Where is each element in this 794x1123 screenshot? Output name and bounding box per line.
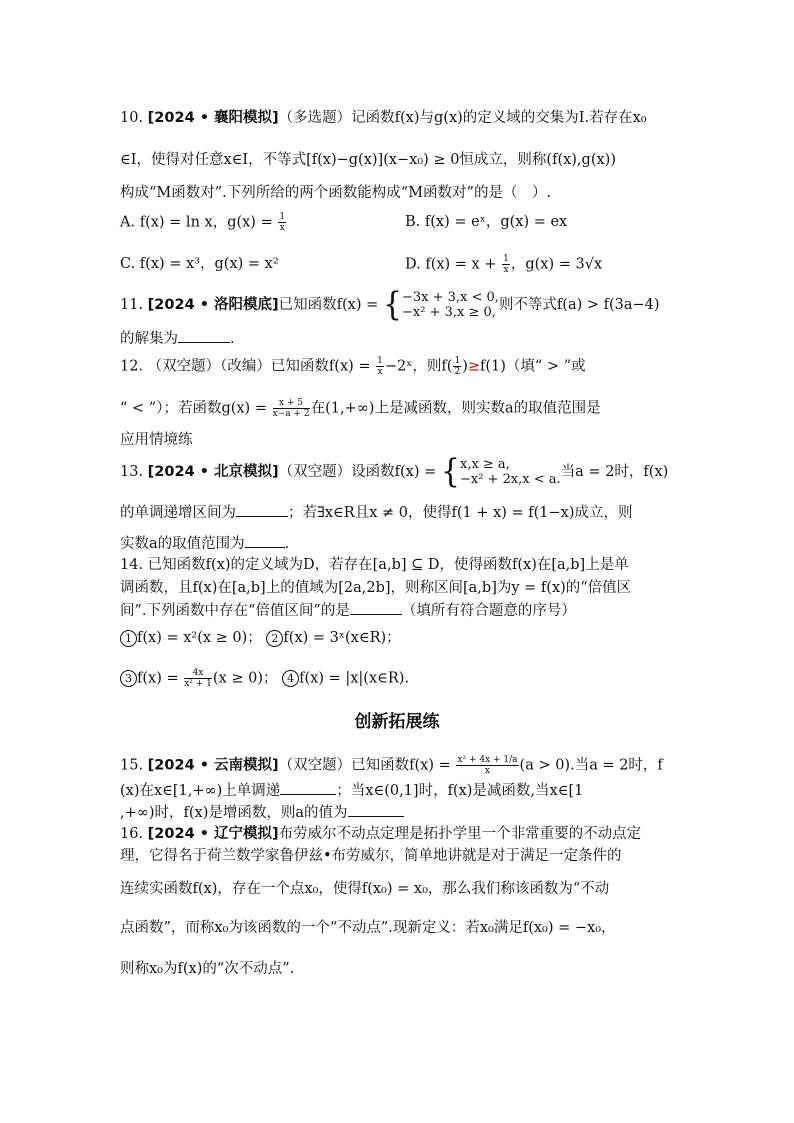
q11-line-2 — [120, 328, 734, 349]
q10-tag: （多选题） — [278, 110, 352, 126]
option-c-label: C. — [120, 256, 136, 272]
q13-case-2: −x² + 2x,x < a. — [459, 472, 561, 487]
q15-number: 15. — [120, 757, 144, 774]
q16-text-3: 连续实函数f(x)，存在一个点x₀，使得f(x₀) = x₀，那么我们称该函数为“不动 — [120, 881, 610, 897]
frac-den: 2 — [454, 367, 461, 377]
q15-text-2a: (x)在x∈[1,+∞)上单调递 — [120, 783, 281, 799]
q12-line-1: 12. （双空题）（改编）已知函数f(x) = $\frac{1}{x}$ −2ˣ，则f( $\frac{1}{2}$ )≥f(1)（填“ > ”或 — [120, 356, 586, 377]
q13-line-2 — [120, 502, 734, 523]
q16-text-1: 布劳威尔不动点定理是拓扑学里一个非常重要的不动点定 — [278, 826, 642, 842]
q10-option-a — [120, 212, 287, 233]
q14-line-3 — [120, 600, 734, 621]
q12-tag: （双空题）（改编） — [147, 358, 271, 375]
q12-line-2 — [120, 398, 734, 419]
subsection-heading: 应用情境练 — [120, 432, 193, 448]
section-title: 创新拓展练 — [354, 712, 440, 732]
q13-cases — [460, 457, 561, 487]
option-a-text: f(x) = ln x，g(x) = — [139, 214, 273, 231]
circled-number-2: 2 — [266, 630, 283, 647]
q11-text-2: 的解集为 — [120, 331, 178, 347]
frac-num: 1 — [279, 212, 286, 222]
option-d-fraction — [502, 254, 510, 275]
q11-number: 11. — [120, 297, 144, 313]
q14-option-3-post: (x ≥ 0)； — [212, 670, 278, 687]
q14-option-2: f(x) = 3ˣ(x∈R)； — [283, 630, 401, 646]
q11-text-pre: 已知函数f(x) = — [278, 297, 379, 313]
frac-den: x — [484, 766, 490, 776]
q10-text-3: 构成“M函数对”.下列所给的两个函数能构成“M函数对”的是（ ）. — [120, 185, 552, 201]
q16-number: 16. — [120, 826, 144, 842]
frac-den: x — [279, 223, 285, 233]
q10-option-c — [120, 254, 279, 274]
q11-text-post: 则不等式f(a) > f(3a−4) — [498, 297, 660, 313]
q13-answer-blank-1[interactable] — [236, 502, 288, 517]
q14-option-1: f(x) = x²(x ≥ 0)； — [137, 630, 262, 646]
q13-text-2a: 的单调递增区间为 — [120, 505, 236, 521]
q14-text-2: 调函数，且f(x)在[a,b]上的值域为[2a,2b]，则称区间[a,b]为y = f(x)的“倍值区 — [120, 580, 632, 596]
q11-source: [2024 • 洛阳模底] — [147, 297, 279, 313]
q10-line-2 — [120, 150, 734, 170]
frac-num: 1 — [454, 356, 461, 366]
q15-answer-blank-1[interactable] — [280, 780, 336, 795]
q12-line-3 — [120, 430, 734, 450]
q12-text-post: f(1)（填“ > ”或 — [480, 358, 586, 375]
q13-line-1 — [120, 452, 734, 491]
frac-den: x — [503, 265, 509, 275]
q16-line-5 — [120, 959, 734, 979]
q12-arg-fraction — [453, 356, 461, 377]
q16-line-3 — [120, 879, 734, 899]
q15-line-1 — [120, 755, 734, 776]
q12-relation: ≥ — [467, 358, 481, 375]
q11-text-end: . — [230, 331, 235, 347]
option-d-text-b: ，g(x) = 3√x — [510, 256, 603, 273]
q10-line-1 — [120, 108, 734, 128]
q13-text-pre: 设函数f(x) = — [351, 464, 437, 480]
q11-brace: { — [382, 285, 402, 324]
circled-number-1: 1 — [120, 630, 137, 647]
q10-text-1: 记函数f(x)与g(x)的定义域的交集为I.若存在x₀ — [351, 110, 647, 126]
option-b-label: B. — [405, 214, 421, 230]
q11-answer-blank[interactable] — [178, 328, 230, 343]
q16-line-2 — [120, 846, 734, 866]
q13-text-3b: . — [284, 536, 290, 552]
q11-case-2: −x² + 3,x ≥ 0, — [401, 305, 496, 320]
q10-line-3 — [120, 183, 734, 203]
q14-text-3a: 间”.下列函数中存在“倍值区间”的是 — [120, 603, 350, 619]
frac-den: x — [377, 367, 383, 377]
q13-brace: { — [440, 452, 460, 491]
q15-fraction — [456, 755, 518, 776]
q16-line-4 — [120, 918, 734, 938]
q10-number: 10. — [120, 110, 144, 126]
q16-text-5: 则称x₀为f(x)的“次不动点”. — [120, 961, 295, 977]
q14-number: 14. — [120, 557, 144, 573]
q10-option-b — [405, 212, 567, 232]
q15-tag: （双空题） — [278, 757, 352, 774]
q12-text-mid: −2ˣ，则f — [384, 358, 447, 375]
q12-text-2a: “ < ”）；若函数g(x) = — [120, 400, 267, 417]
frac-den: x−a + 2 — [272, 409, 310, 419]
q15-answer-blank-2[interactable] — [348, 802, 404, 817]
q15-source: [2024 • 云南模拟] — [147, 757, 279, 774]
q13-text-3a: 实数a的取值范围为 — [120, 536, 245, 552]
q13-case-1: x,x ≥ a, — [459, 457, 510, 472]
q15-text-3a: ,+∞)时，f(x)是增函数，则a的值为 — [120, 805, 348, 821]
circled-number-3: 3 — [120, 670, 137, 687]
q10-source: [2024 • 襄阳模拟] — [147, 110, 279, 126]
frac-num: x² + 4x + 1/a — [457, 755, 518, 765]
frac-num: x + 5 — [273, 398, 310, 409]
q12-number: 12. — [120, 358, 144, 375]
q10-text-2: ∈I，使得对任意x∈I，不等式[f(x)−g(x)](x−x₀) ≥ 0恒成立，则称(f(x),g(x)) — [120, 152, 616, 168]
q11-case-1: −3x + 3,x < 0, — [401, 290, 499, 305]
option-d-label: D. — [405, 256, 421, 273]
circled-number-4: 4 — [282, 670, 299, 687]
frac-num: 1 — [503, 254, 509, 264]
q10-option-d — [405, 254, 602, 275]
q15-text-pre: 已知函数f(x) = — [351, 757, 451, 774]
q16-text-2: 理，它得名于荷兰数学家鲁伊兹•布劳威尔，简单地讲就是对于满足一定条件的 — [120, 848, 622, 864]
option-b-text: f(x) = eˣ，g(x) = ex — [424, 214, 568, 230]
q13-source: [2024 • 北京模拟] — [147, 464, 279, 480]
q16-source: [2024 • 辽宁模拟] — [147, 826, 279, 842]
q14-line-1 — [120, 555, 734, 575]
q14-text-3b: （填所有符合题意的序号） — [401, 603, 576, 619]
q13-number: 13. — [120, 464, 144, 480]
q13-text-post: 当a = 2时，f(x) — [560, 464, 669, 480]
q13-answer-blank-2[interactable] — [245, 533, 285, 548]
q14-option-3-fraction — [184, 668, 212, 689]
q14-text-1: 已知函数f(x)的定义域为D，若存在[a,b] ⊆ D，使得函数f(x)在[a,b]上是单 — [147, 557, 629, 573]
q13-text-2b: ；若∃x∈R且x ≠ 0，使得f(1 + x) = f(1−x)成立，则 — [288, 505, 633, 521]
q12-text-2b: 在(1,+∞)上是减函数，则实数a的取值范围是 — [310, 400, 601, 417]
q15-line-2 — [120, 780, 734, 801]
q14-options-1 — [120, 628, 734, 648]
q15-text-2b: ；当x∈(0,1]时，f(x)是减函数,当x∈[1 — [336, 783, 584, 799]
frac-den: x² + 1 — [184, 679, 212, 689]
q16-line-1 — [120, 824, 734, 844]
q16-text-4: 点函数”，而称x₀为该函数的一个“不动点”.现新定义：若x₀满足f(x₀) = −x₀， — [120, 920, 616, 936]
q15-text-post: (a > 0).当a = 2时，f — [519, 757, 663, 774]
q12-fraction — [376, 356, 384, 377]
q13-line-3 — [120, 533, 734, 554]
option-a-label: A. — [120, 214, 136, 231]
q13-tag: （双空题） — [278, 464, 352, 480]
option-d-text-a: f(x) = x + — [425, 256, 497, 273]
q11-line-1 — [120, 285, 734, 324]
q12-text-pre: 已知函数f(x) = — [270, 358, 371, 375]
q14-option-4: f(x) = |x|(x∈R). — [299, 670, 410, 687]
q14-line-2 — [120, 578, 734, 598]
option-a-fraction — [278, 212, 286, 233]
q14-answer-blank[interactable] — [350, 600, 402, 615]
option-c-text: f(x) = x³，g(x) = x² — [139, 256, 279, 272]
frac-num: 1 — [377, 356, 383, 366]
q15-line-3 — [120, 802, 734, 823]
q12-g-fraction — [273, 398, 310, 419]
frac-num: 4x — [184, 668, 212, 679]
q11-cases — [402, 290, 499, 320]
q14-options-2 — [120, 668, 734, 689]
q14-option-3-pre: f(x) = — [137, 670, 179, 687]
